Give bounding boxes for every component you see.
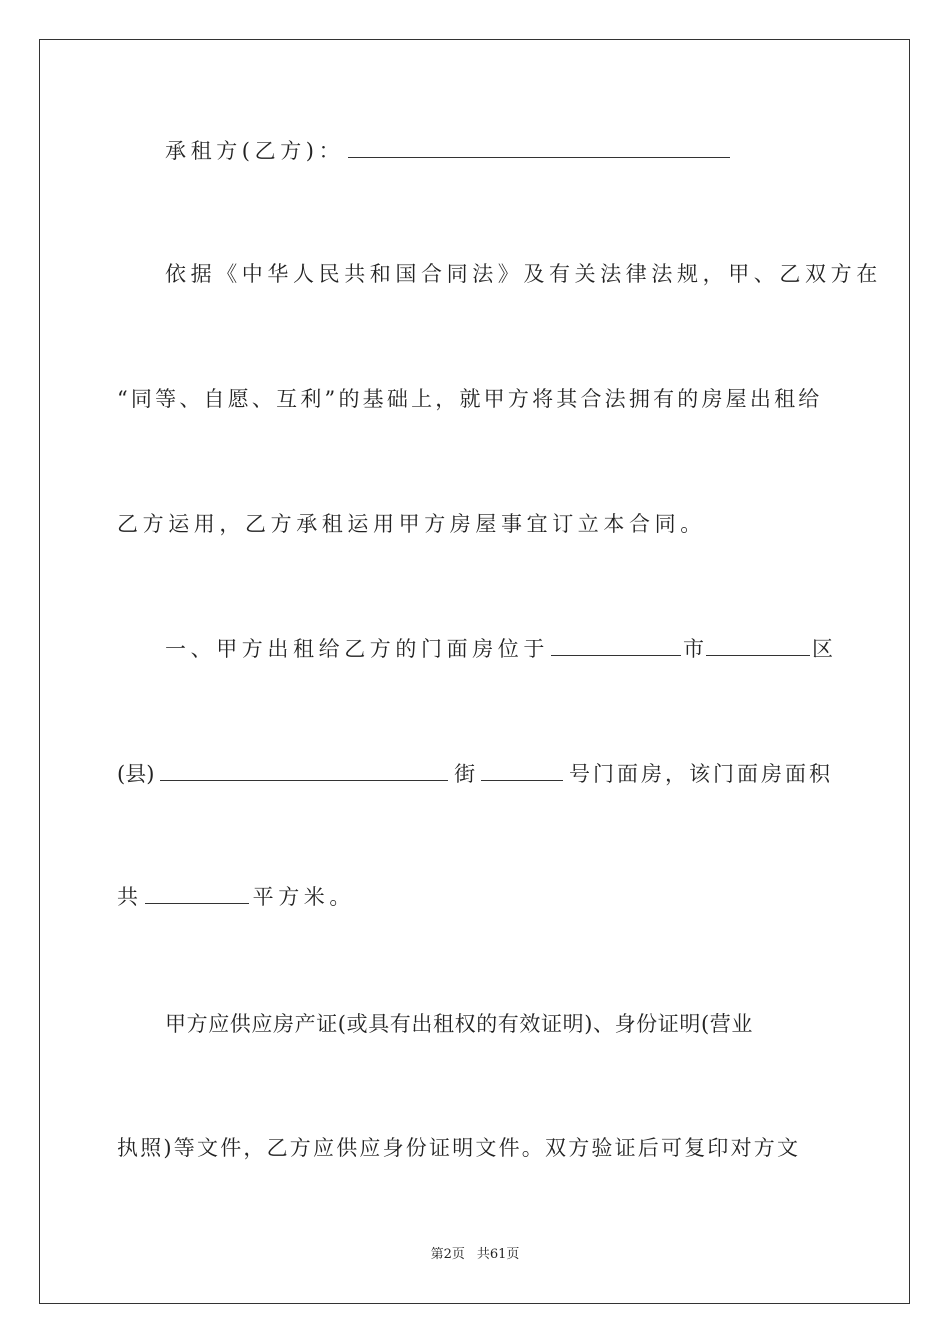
clause-text: 一、甲方出租给乙方的门面房位于 [165,637,549,661]
number-blank [481,759,563,781]
paragraph-text: 乙方运用，乙方承租运用甲方房屋事宜订立本合同。 [117,512,706,536]
city-blank [551,634,681,656]
lessee-label: 承租方(乙方)： [165,139,345,163]
paragraph-text: 执照)等文件，乙方应供应身份证明文件。双方验证后可复印对方文 [117,1136,801,1160]
page-footer [0,1246,950,1264]
paragraph-line [117,384,833,414]
paragraph-line [165,1009,833,1039]
lessee-line [165,136,833,166]
lessee-blank [348,136,730,158]
paragraph-text: “同等、自愿、互利”的基础上，就甲方将其合法拥有的房屋出租给 [117,387,823,411]
clause-text: (县) [117,762,155,786]
area-blank [145,882,249,904]
paragraph-line [117,509,833,539]
clause-text: 市 [683,637,704,661]
clause-text: 区 [812,637,833,661]
page-number: 第2页 [430,1247,465,1262]
paragraph-text: 依据《中华人民共和国合同法》及有关法律法规，甲、乙双方在 [165,262,882,286]
clause-location-line [165,634,833,664]
clause-text: 共 [117,885,143,909]
paragraph-line [165,259,882,289]
paragraph-line [117,1133,833,1163]
clause-text: 平方米。 [252,885,356,909]
clause-text: 街 [454,762,476,786]
page-border [39,39,910,1304]
paragraph-text: 甲方应供应房产证(或具有出租权的有效证明)、身份证明(营业 [165,1012,753,1036]
street-blank [160,759,448,781]
clause-text: 号门面房，该门面房面积 [568,762,833,786]
clause-area-line [117,882,833,912]
clause-address-line [117,759,833,789]
page-total: 共61页 [476,1247,520,1262]
district-blank [706,634,810,656]
